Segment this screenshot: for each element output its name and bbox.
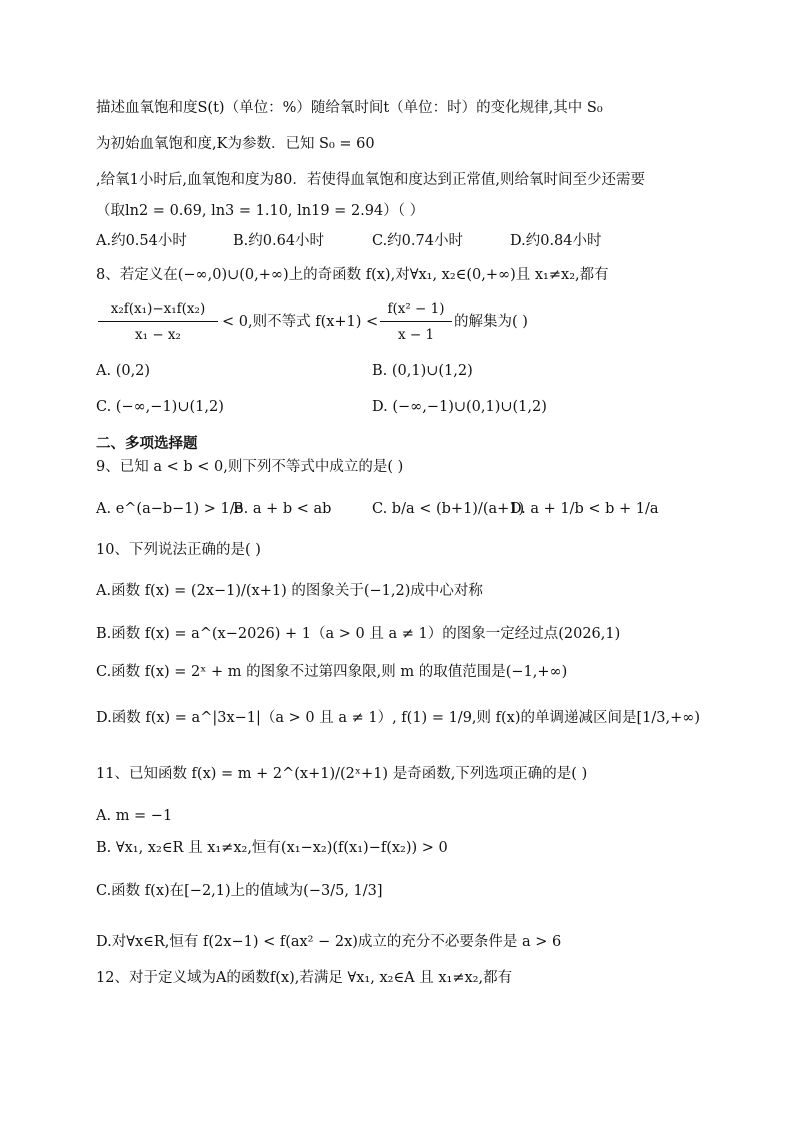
text-line-2: 为初始血氧饱和度,K为参数．已知 S₀ = 60 bbox=[96, 136, 375, 152]
q10-option-c: C.函数 f(x) = 2ˣ + m 的图象不过第四象限,则 m 的取值范围是(−1,+∞) bbox=[96, 664, 568, 680]
q8-fraction2-denominator: x − 1 bbox=[397, 327, 435, 343]
q8-fraction-bar bbox=[98, 321, 218, 322]
q8-fraction2-numerator: f(x² − 1) bbox=[387, 301, 445, 317]
q11-option-c: C.函数 f(x)在[−2,1)上的值域为(−3/5, 1/3] bbox=[96, 883, 383, 899]
q11-option-a: A. m = −1 bbox=[96, 808, 173, 824]
q9-option-a: A. e^(a−b−1) > 1/e bbox=[96, 501, 244, 517]
q10-option-d: D.函数 f(x) = a^|3x−1|（a > 0 且 a ≠ 1）, f(1) = 1/9,则 f(x)的单调递减区间是[1/3,+∞) bbox=[96, 710, 700, 726]
q7-option-d: D.约0.84小时 bbox=[510, 233, 602, 249]
q9-option-d: D. a + 1/b < b + 1/a bbox=[510, 501, 659, 517]
q7-option-b: B.约0.64小时 bbox=[233, 233, 325, 249]
q8-option-d: D. (−∞,−1)∪(0,1)∪(1,2) bbox=[372, 399, 547, 415]
q8-fraction-denominator: x₁ − x₂ bbox=[135, 327, 181, 343]
q7-option-c: C.约0.74小时 bbox=[372, 233, 463, 249]
text-line-4: （取ln2 = 0.69, ln3 = 1.10, ln19 = 2.94）（ ） bbox=[96, 203, 425, 219]
q9-option-c: C. b/a < (b+1)/(a+1) bbox=[372, 501, 525, 517]
q8-stem-mid: < 0,则不等式 f(x+1) < bbox=[222, 314, 379, 330]
q8-option-a: A. (0,2) bbox=[96, 363, 151, 379]
q11-stem: 11、已知函数 f(x) = m + 2^(x+1)/(2ˣ+1) 是奇函数,下列选项正确的是( ) bbox=[96, 766, 588, 782]
q8-fraction2-bar bbox=[380, 321, 452, 322]
q11-option-d: D.对∀x∈R,恒有 f(2x−1) < f(ax² − 2x)成立的充分不必要条件是 a > 6 bbox=[96, 934, 562, 950]
q8-option-b: B. (0,1)∪(1,2) bbox=[372, 363, 473, 379]
text-line-1: 描述血氧饱和度S(t)（单位：%）随给氧时间t（单位：时）的变化规律,其中 S₀ bbox=[96, 100, 603, 116]
section-heading: 二、多项选择题 bbox=[96, 435, 198, 452]
q8-option-c: C. (−∞,−1)∪(1,2) bbox=[96, 399, 224, 415]
q12-stem: 12、对于定义域为A的函数f(x),若满足 ∀x₁, x₂∈A 且 x₁≠x₂,都有 bbox=[96, 970, 513, 986]
q8-fraction-numerator: x₂f(x₁)−x₁f(x₂) bbox=[110, 301, 206, 317]
q11-option-b: B. ∀x₁, x₂∈R 且 x₁≠x₂,恒有(x₁−x₂)(f(x₁)−f(x₂)) > 0 bbox=[96, 840, 448, 856]
q8-stem-tail: 的解集为( ) bbox=[454, 314, 528, 330]
q9-stem: 9、已知 a < b < 0,则下列不等式中成立的是( ) bbox=[96, 459, 404, 475]
q10-option-a: A.函数 f(x) = (2x−1)/(x+1) 的图象关于(−1,2)成中心对称 bbox=[96, 583, 483, 599]
q9-option-b: B. a + b < ab bbox=[233, 501, 332, 517]
q10-stem: 10、下列说法正确的是( ) bbox=[96, 542, 261, 558]
q8-stem-line1: 8、若定义在(−∞,0)∪(0,+∞)上的奇函数 f(x),对∀x₁, x₂∈(0,+∞)且 x₁≠x₂,都有 bbox=[96, 267, 609, 283]
q10-option-b: B.函数 f(x) = a^(x−2026) + 1（a > 0 且 a ≠ 1）的图象一定经过点(2026,1) bbox=[96, 626, 621, 642]
q7-option-a: A.约0.54小时 bbox=[96, 233, 187, 249]
text-line-3: ,给氧1小时后,血氧饱和度为80．若使得血氧饱和度达到正常值,则给氧时间至少还需要 bbox=[96, 172, 646, 188]
